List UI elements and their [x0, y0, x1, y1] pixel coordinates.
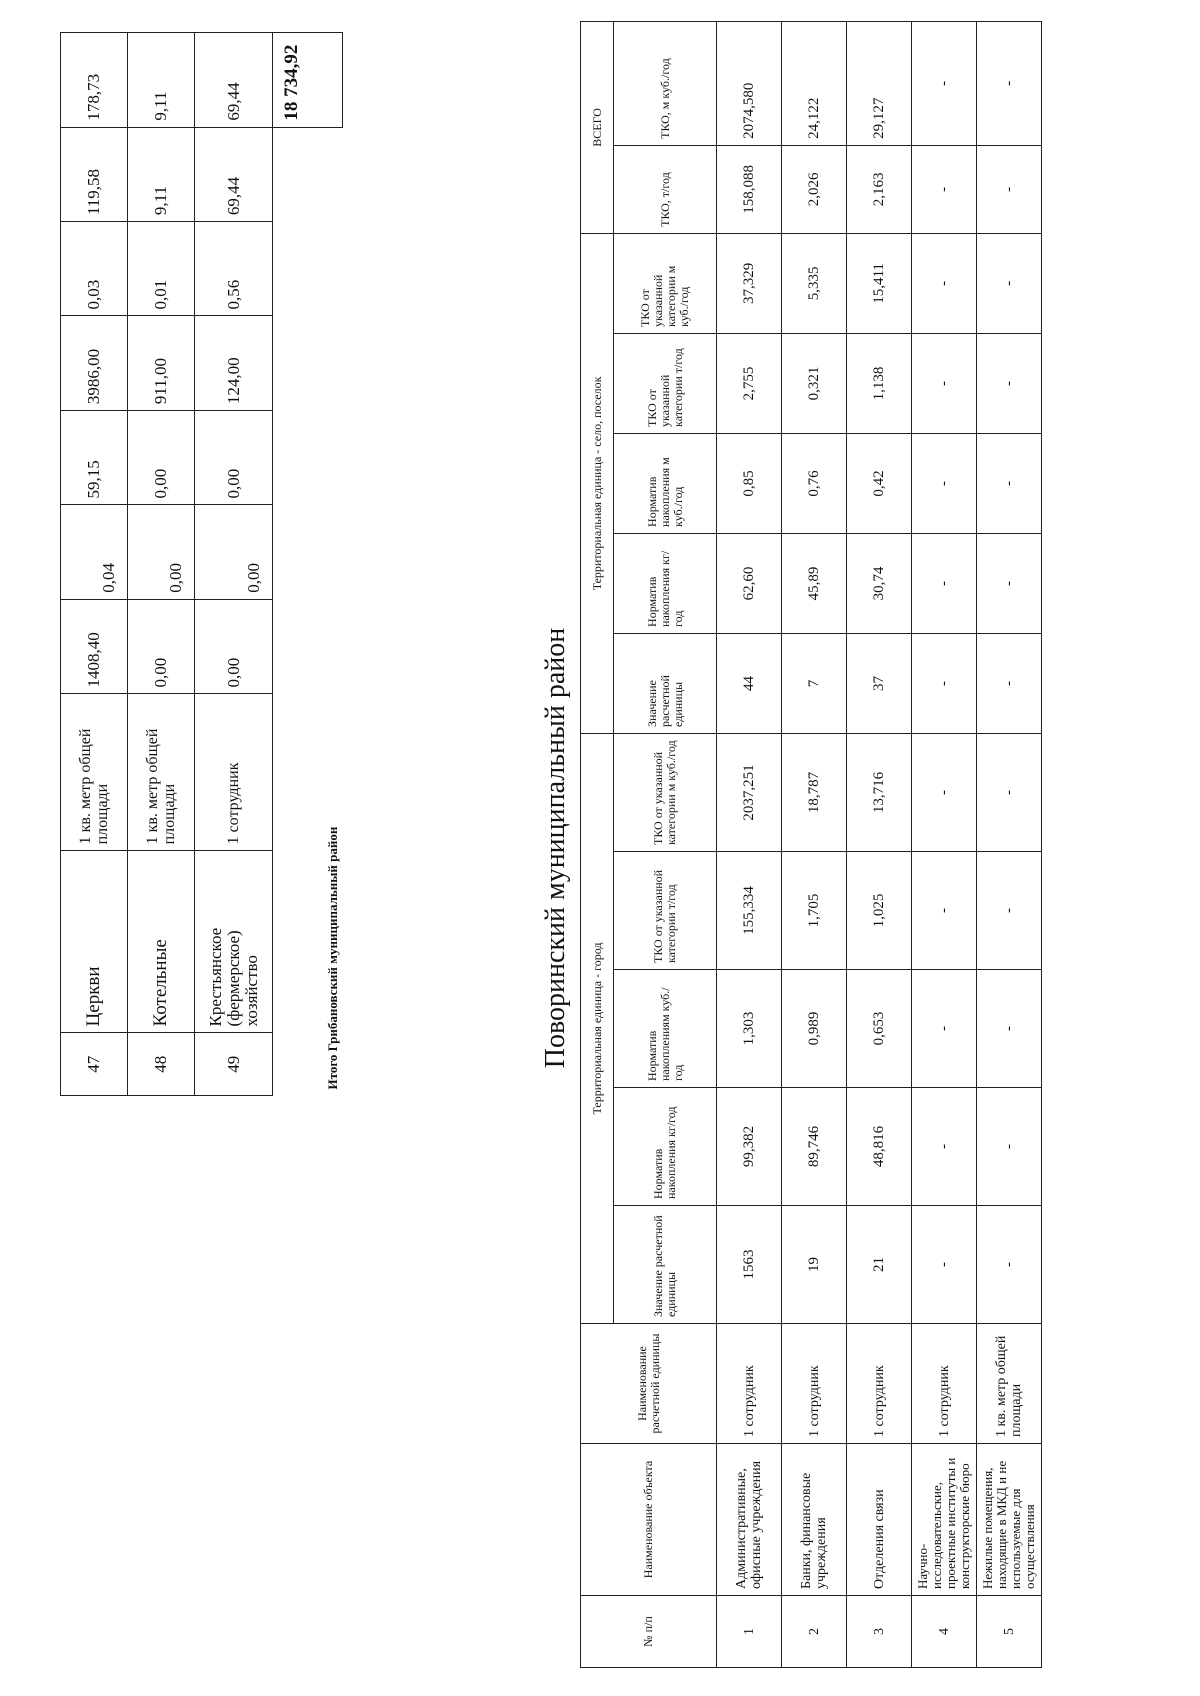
- city-tko-m3: 18,787: [782, 733, 847, 851]
- village-calc-value: 7: [782, 633, 847, 733]
- city-norm-kg: -: [912, 1088, 977, 1206]
- village-calc-value: -: [977, 633, 1042, 733]
- city-tko-m3: -: [912, 733, 977, 851]
- village-tko-m3: 37,329: [717, 233, 782, 333]
- city-norm-m3: -: [977, 970, 1042, 1088]
- table-row: [717, 21, 782, 1667]
- value-cell: 0,00: [195, 599, 273, 694]
- village-norm-m3: 0,76: [782, 433, 847, 533]
- row-number: 3: [847, 1596, 912, 1668]
- row-number: 47: [61, 1033, 128, 1096]
- village-tko-t: 1,138: [847, 333, 912, 433]
- village-calc-value: -: [912, 633, 977, 733]
- header-village-tko-m3: ТКО от указанной категории м куб./год: [614, 233, 717, 333]
- value-cell: 69,44: [195, 33, 273, 128]
- value-cell: 0,03: [61, 222, 128, 316]
- total-tko-t: -: [977, 145, 1042, 233]
- district-title: Поворинский муниципальный район: [540, 627, 571, 1069]
- village-norm-kg: 45,89: [782, 533, 847, 633]
- village-norm-kg: -: [977, 533, 1042, 633]
- table-row: [128, 33, 195, 1096]
- total-label: Итого Грибановский муниципальный район: [324, 826, 340, 1090]
- header-city-tko-m3: ТКО от указанной категории м куб./год: [614, 733, 717, 851]
- value-cell: 124,00: [195, 316, 273, 411]
- value-cell: 9,11: [128, 127, 195, 222]
- city-calc-value: 21: [847, 1206, 912, 1324]
- object-name: Банки, финансовые учреждения: [782, 1444, 847, 1596]
- header-city-tko-t: ТКО от указанной категории т/год: [614, 852, 717, 970]
- object-name: Отделения связи: [847, 1444, 912, 1596]
- table-row: [977, 21, 1042, 1667]
- value-cell: 9,11: [128, 33, 195, 128]
- row-number: 1: [717, 1596, 782, 1668]
- village-norm-kg: -: [912, 533, 977, 633]
- object-name: Крестьянское (фермерское) хозяйство: [195, 851, 273, 1033]
- total-tko-t: -: [912, 145, 977, 233]
- city-norm-m3: -: [912, 970, 977, 1088]
- header-total-tko-m3: ТКО, м куб./год: [614, 21, 717, 145]
- village-calc-value: 44: [717, 633, 782, 733]
- city-tko-m3: -: [977, 733, 1042, 851]
- value-cell: 0,01: [128, 222, 195, 316]
- header-city-calc-value: Значение расчетной единицы: [614, 1206, 717, 1324]
- city-tko-m3: 2037,251: [717, 733, 782, 851]
- village-tko-t: -: [912, 333, 977, 433]
- header-group-village: Территориальная единица - село, поселок: [581, 233, 614, 733]
- header-village-calc-value: Значение расчетной единицы: [614, 633, 717, 733]
- city-norm-kg: 48,816: [847, 1088, 912, 1206]
- village-tko-t: -: [977, 333, 1042, 433]
- city-calc-value: 1563: [717, 1206, 782, 1324]
- unit-name: 1 сотрудник: [195, 694, 273, 851]
- village-tko-t: 2,755: [717, 333, 782, 433]
- prev-district-table: [60, 32, 343, 1096]
- city-norm-kg: 99,382: [717, 1088, 782, 1206]
- row-number: 49: [195, 1033, 273, 1096]
- total-tko-t: 2,163: [847, 145, 912, 233]
- value-cell: 69,44: [195, 127, 273, 222]
- total-tko-t: 2,026: [782, 145, 847, 233]
- total-tko-m3: -: [977, 21, 1042, 145]
- header-total-tko-t: ТКО, т/год: [614, 145, 717, 233]
- header-city-norm-m3: Норматив накоплениям куб./год: [614, 970, 717, 1088]
- city-norm-kg: 89,746: [782, 1088, 847, 1206]
- total-tko-m3: 24,122: [782, 21, 847, 145]
- value-cell: 0,00: [195, 411, 273, 505]
- village-norm-m3: -: [912, 433, 977, 533]
- city-norm-kg: -: [977, 1088, 1042, 1206]
- value-cell: 0,00: [128, 505, 195, 599]
- village-calc-value: 37: [847, 633, 912, 733]
- city-tko-t: -: [977, 852, 1042, 970]
- row-number: 48: [128, 1033, 195, 1096]
- table-row: [61, 33, 128, 1096]
- value-cell: 0,04: [61, 505, 128, 599]
- header-row: [581, 21, 614, 1667]
- object-name: Нежилые помещения, находящие в МКД и не используемые для осуществления: [977, 1444, 1042, 1596]
- village-tko-m3: -: [912, 233, 977, 333]
- object-name: Административные, офисные учреждения: [717, 1444, 782, 1596]
- city-tko-m3: 13,716: [847, 733, 912, 851]
- table-row: [195, 33, 273, 1096]
- header-city-norm-kg: Норматив накопления кг/год: [614, 1088, 717, 1206]
- unit-name: 1 сотрудник: [847, 1324, 912, 1444]
- village-norm-kg: 62,60: [717, 533, 782, 633]
- value-cell: 3986,00: [61, 316, 128, 411]
- value-cell: 178,73: [61, 33, 128, 128]
- header-group-total: ВСЕГО: [581, 21, 614, 233]
- city-calc-value: -: [912, 1206, 977, 1324]
- village-tko-t: 0,321: [782, 333, 847, 433]
- header-num: № п/п: [581, 1596, 717, 1668]
- city-calc-value: 19: [782, 1206, 847, 1324]
- total-tko-m3: 29,127: [847, 21, 912, 145]
- header-village-tko-t: ТКО от указанной категории т/год: [614, 333, 717, 433]
- village-tko-m3: -: [977, 233, 1042, 333]
- total-value: 18 734,92: [273, 33, 343, 128]
- district-table: [580, 21, 1042, 1668]
- object-name: Научно-исследовательские, проектные институты и конструкторские бюро: [912, 1444, 977, 1596]
- header-unit: Наименование расчетной единицы: [581, 1324, 717, 1444]
- village-norm-m3: 0,85: [717, 433, 782, 533]
- city-tko-t: 1,705: [782, 852, 847, 970]
- unit-name: 1 сотрудник: [782, 1324, 847, 1444]
- value-cell: 0,00: [128, 599, 195, 694]
- row-number: 5: [977, 1596, 1042, 1668]
- city-tko-t: 1,025: [847, 852, 912, 970]
- village-norm-m3: 0,42: [847, 433, 912, 533]
- village-norm-kg: 30,74: [847, 533, 912, 633]
- value-cell: 1408,40: [61, 599, 128, 694]
- row-number: 2: [782, 1596, 847, 1668]
- object-name: Церкви: [61, 851, 128, 1033]
- total-tko-t: 158,088: [717, 145, 782, 233]
- table-row: [782, 21, 847, 1667]
- unit-name: 1 кв. метр общей площади: [61, 694, 128, 851]
- total-tko-m3: 2074,580: [717, 21, 782, 145]
- city-tko-t: 155,334: [717, 852, 782, 970]
- village-norm-m3: -: [977, 433, 1042, 533]
- city-tko-t: -: [912, 852, 977, 970]
- value-cell: 0,00: [128, 411, 195, 505]
- unit-name: 1 сотрудник: [717, 1324, 782, 1444]
- total-row: [273, 33, 343, 1096]
- unit-name: 1 кв. метр общей площади: [977, 1324, 1042, 1444]
- header-village-norm-kg: Норматив накопления кг/год: [614, 533, 717, 633]
- unit-name: 1 кв. метр общей площади: [128, 694, 195, 851]
- header-village-norm-m3: Норматив накопления м куб./год: [614, 433, 717, 533]
- city-norm-m3: 0,989: [782, 970, 847, 1088]
- value-cell: 0,56: [195, 222, 273, 316]
- city-norm-m3: 0,653: [847, 970, 912, 1088]
- row-number: 4: [912, 1596, 977, 1668]
- table-row: [847, 21, 912, 1667]
- header-object: Наименование объекта: [581, 1444, 717, 1596]
- total-tko-m3: -: [912, 21, 977, 145]
- value-cell: 59,15: [61, 411, 128, 505]
- city-norm-m3: 1,303: [717, 970, 782, 1088]
- village-tko-m3: 15,411: [847, 233, 912, 333]
- value-cell: 0,00: [195, 505, 273, 599]
- value-cell: 119,58: [61, 127, 128, 222]
- header-group-city: Территориальная единица - город: [581, 733, 614, 1323]
- object-name: Котельные: [128, 851, 195, 1033]
- value-cell: 911,00: [128, 316, 195, 411]
- village-tko-m3: 5,335: [782, 233, 847, 333]
- city-calc-value: -: [977, 1206, 1042, 1324]
- table-row: [912, 21, 977, 1667]
- unit-name: 1 сотрудник: [912, 1324, 977, 1444]
